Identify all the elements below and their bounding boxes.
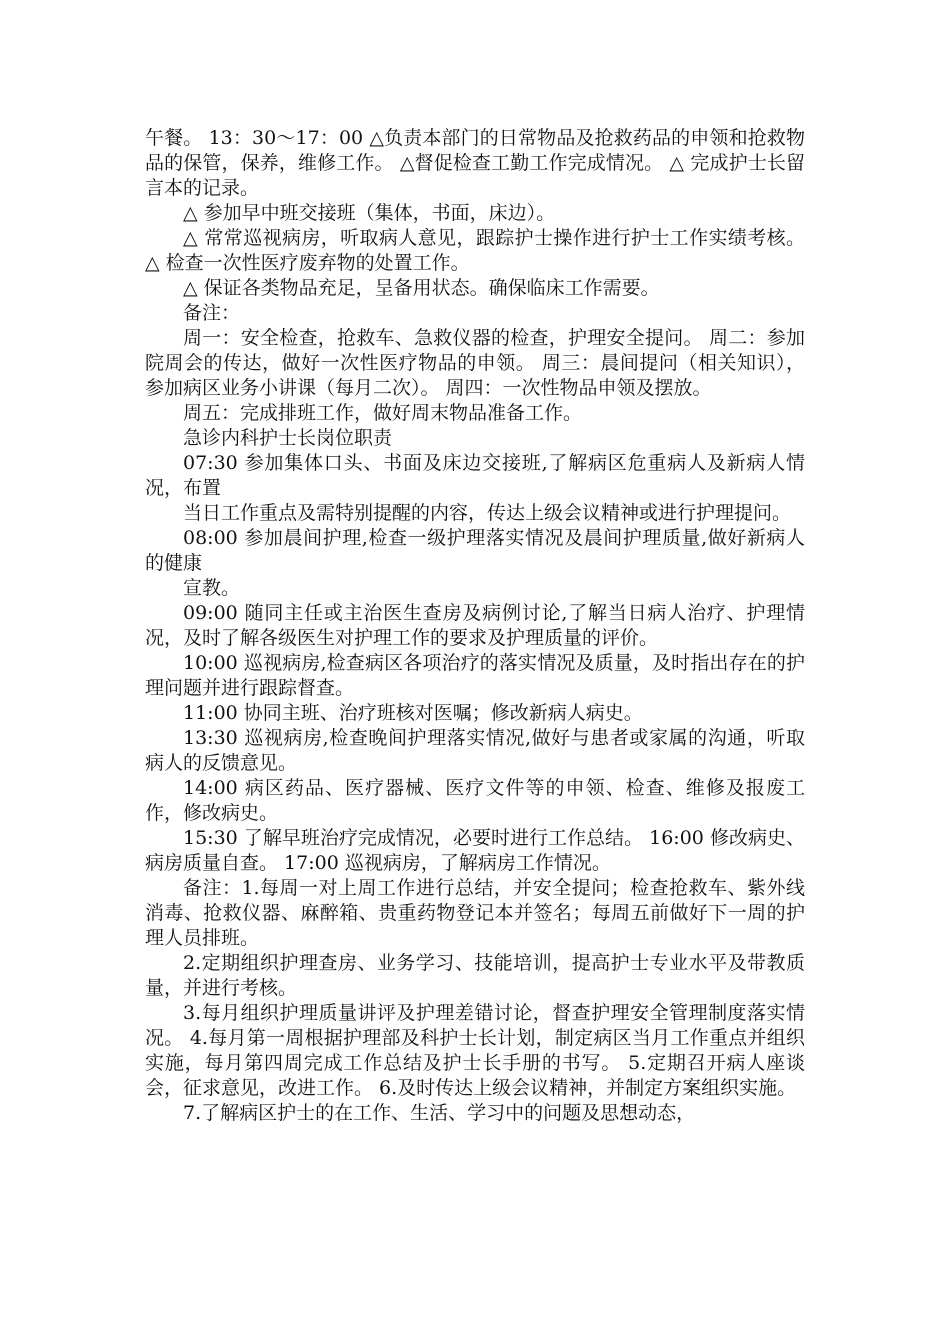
- paragraph: 3.每月组织护理质量讲评及护理差错讨论，督查护理安全管理制度落实情况。 4.每月第一周根据护理部及科护士长计划，制定病区当月工作重点并组织实施，每月第四周完成工作总结及护士长手册的书写。 5.定期召开病人座谈会，征求意见，改进工作。 6.及时传达上级会议精神，并制定方案组织实施。: [145, 1002, 805, 1099]
- paragraph: 午餐。 13：30～17：00 △负责本部门的日常物品及抢救药品的申领和抢救物品的保管，保养，维修工作。 △督促检查工勤工作完成情况。 △ 完成护士长留言本的记录。: [145, 127, 805, 199]
- paragraph: 周一：安全检查，抢救车、急救仪器的检查，护理安全提问。 周二：参加院周会的传达，做好一次性医疗物品的申领。 周三：晨间提问（相关知识），参加病区业务小讲课（每月二次）。 周四：一次性物品申领及摆放。: [145, 327, 805, 399]
- paragraph: 当日工作重点及需特别提醒的内容，传达上级会议精神或进行护理提问。: [183, 502, 792, 524]
- paragraph: 备注：1.每周一对上周工作进行总结，并安全提问；检查抢救车、紫外线消毒、抢救仪器、麻醉箱、贵重药物登记本并签名；每周五前做好下一周的护理人员排班。: [145, 877, 805, 949]
- paragraph: 7.了解病区护士的在工作、生活、学习中的问题及思想动态，: [183, 1102, 696, 1124]
- paragraph: 11:00 协同主班、治疗班核对医嘱；修改新病人病史。: [183, 702, 643, 724]
- section-heading: 急诊内科护士长岗位职责: [183, 427, 393, 449]
- paragraph: 宣教。: [183, 577, 241, 599]
- document-page: [145, 126, 805, 1126]
- paragraph: 15:30 了解早班治疗完成情况，必要时进行工作总结。 16:00 修改病史、病房质量自查。 17:00 巡视病房，了解病房工作情况。: [145, 827, 805, 874]
- paragraph: 07:30 参加集体口头、书面及床边交接班,了解病区危重病人及新病人情况，布置: [145, 452, 805, 499]
- paragraph: △ 保证各类物品充足，呈备用状态。确保临床工作需要。: [183, 277, 660, 299]
- paragraph: 周五：完成排班工作，做好周末物品准备工作。: [183, 402, 583, 424]
- paragraph: 备注：: [183, 302, 241, 324]
- paragraph: 14:00 病区药品、医疗器械、医疗文件等的申领、检查、维修及报废工作，修改病史。: [145, 777, 805, 824]
- paragraph: 08:00 参加晨间护理,检查一级护理落实情况及晨间护理质量,做好新病人的健康: [145, 527, 805, 574]
- paragraph: 10:00 巡视病房,检查病区各项治疗的落实情况及质量，及时指出存在的护理问题并进行跟踪督查。: [145, 652, 805, 699]
- paragraph: 09:00 随同主任或主治医生查房及病例讨论,了解当日病人治疗、护理情况，及时了解各级医生对护理工作的要求及护理质量的评价。: [145, 602, 805, 649]
- paragraph: △ 参加早中班交接班（集体，书面，床边）。: [183, 202, 556, 224]
- paragraph: 13:30 巡视病房,检查晚间护理落实情况,做好与患者或家属的沟通，听取病人的反馈意见。: [145, 727, 805, 774]
- paragraph: 2.定期组织护理查房、业务学习、技能培训，提高护士专业水平及带教质量，并进行考核。: [145, 952, 805, 999]
- paragraph: △ 常常巡视病房，听取病人意见，跟踪护士操作进行护士工作实绩考核。 △ 检查一次性医疗废弃物的处置工作。: [145, 227, 805, 274]
